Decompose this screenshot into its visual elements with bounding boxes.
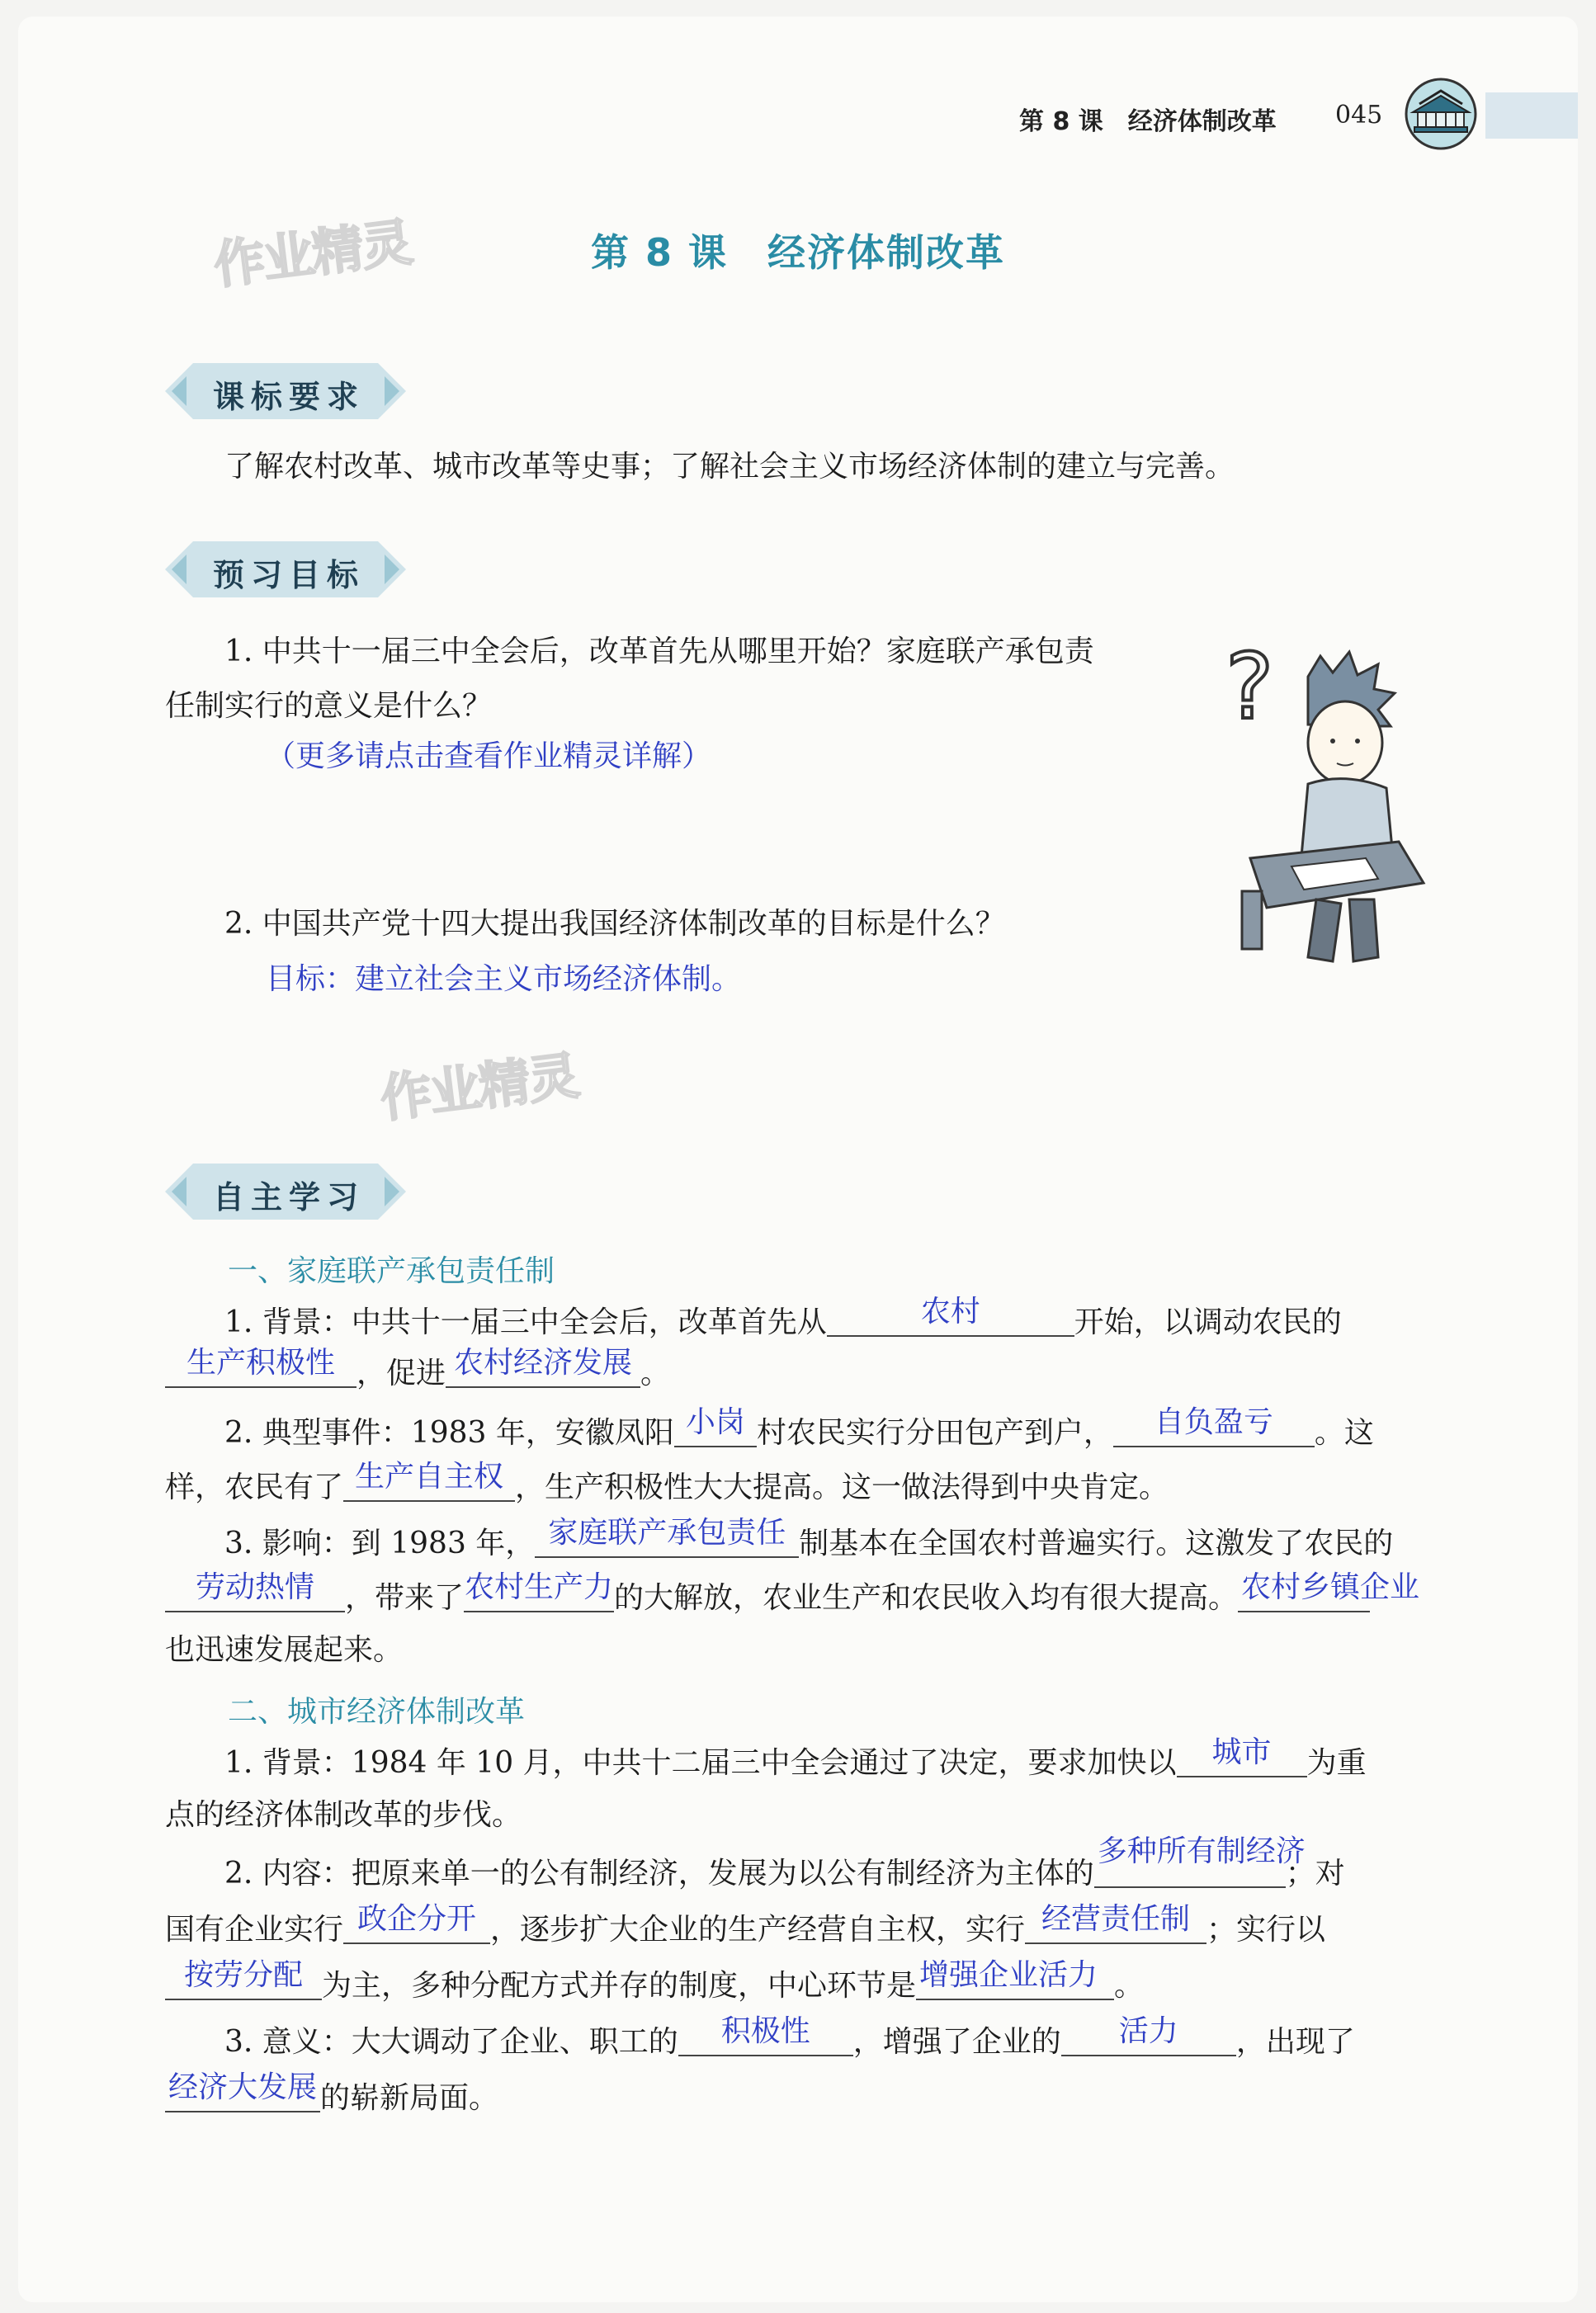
- answer-blank: [165, 2070, 320, 2112]
- handwritten-answer: 多种所有制经济: [1097, 1834, 1306, 1868]
- handwritten-answer: 农村生产力: [465, 1570, 614, 1604]
- preview-q2: 2. 中国共产党十四大提出我国经济体制改革的目标是什么？: [224, 907, 1005, 941]
- handwritten-answer: 家庭联产承包责任: [548, 1516, 786, 1550]
- part2-p1-line2: 点的经济体制改革的步伐。: [165, 1798, 522, 1832]
- answer-blank: [674, 1405, 757, 1447]
- answer-blank: [446, 1346, 640, 1388]
- handwritten-answer: 经营责任制: [1041, 1902, 1191, 1936]
- tag-label: 课标要求: [213, 379, 366, 415]
- handwritten-answer: 生产自主权: [355, 1460, 504, 1494]
- handwritten-answer: 积极性: [720, 2014, 810, 2048]
- part2-heading: 二、城市经济体制改革: [228, 1695, 526, 1729]
- handwritten-answer: 经济大发展: [168, 2070, 318, 2104]
- part1-p1-line2: [165, 1346, 671, 1392]
- handwritten-answer: 增强企业活力: [919, 1958, 1098, 1992]
- watermark: 作业精灵: [377, 1045, 582, 1130]
- part2-p1-line1: [224, 1735, 1367, 1782]
- running-header: [1019, 101, 1277, 137]
- text: 为主，多种分配方式并存的制度，中心环节是: [322, 1969, 917, 2003]
- part1-p2-line2: [165, 1460, 1169, 1506]
- standards-text: 了解农村改革、城市改革等史事；了解社会主义市场经济体制的建立与完善。: [224, 450, 1235, 484]
- handwritten-answer: 生产积极性: [186, 1346, 336, 1380]
- part1-p3-line3: 也迅速发展起来。: [165, 1633, 404, 1667]
- text: 3. 影响：到 1983 年，: [224, 1527, 536, 1560]
- title-lesson: 第 8 课: [590, 230, 729, 275]
- part1-heading: 一、家庭联产承包责任制: [228, 1254, 555, 1288]
- text: 。: [1114, 1969, 1145, 2003]
- part1-p2-line1: [224, 1405, 1374, 1452]
- text: ，带来了: [345, 1581, 465, 1615]
- answer-blank: [1025, 1902, 1206, 1944]
- answer-blank: [165, 1346, 357, 1388]
- answer-blank: [165, 1958, 322, 2000]
- answer-blank: [678, 2014, 853, 2056]
- part2-p2-line2: [165, 1902, 1326, 1948]
- handwritten-answer: 政企分开: [357, 1902, 477, 1936]
- answer-blank: [1177, 1735, 1307, 1777]
- text: 村农民实行分田包产到户，: [756, 1416, 1113, 1450]
- text: 1. 背景：1984 年 10 月，中共十二届三中全会通过了决定，要求加快以: [224, 1746, 1177, 1780]
- watermark: 作业精灵: [210, 211, 415, 296]
- text: 开始，以调动农民的: [1074, 1305, 1342, 1339]
- text: 样，农民有了: [165, 1470, 344, 1504]
- detail-link[interactable]: （更多请点击查看作业精灵详解）: [266, 739, 712, 773]
- title-name: 经济体制改革: [767, 230, 1006, 275]
- page-title: [0, 223, 1596, 277]
- text: ；实行以: [1206, 1913, 1326, 1947]
- text: ，逐步扩大企业的生产经营自主权，实行: [490, 1913, 1026, 1947]
- text: 3. 意义：大大调动了企业、职工的: [224, 2025, 678, 2059]
- handwritten-answer: 劳动热情: [195, 1570, 315, 1604]
- section-tag-self-study: [162, 1160, 409, 1223]
- thinking-boy-illustration: [1209, 627, 1457, 974]
- text: 为重: [1306, 1746, 1367, 1780]
- part2-p2-line1: [224, 1834, 1345, 1892]
- answer-blank: [535, 1516, 799, 1558]
- text: 2. 内容：把原来单一的公有制经济，发展为以公有制经济为主体的: [224, 1857, 1094, 1891]
- text: 的大解放，农业生产和农民收入均有很大提高。: [614, 1581, 1239, 1615]
- header-band: [1485, 92, 1578, 139]
- answer-blank: [343, 1460, 515, 1502]
- answer-blank: [1061, 2014, 1236, 2056]
- answer-blank: [464, 1570, 614, 1612]
- preview-q1-line2: 任制实行的意义是什么？: [165, 689, 493, 723]
- answer-blank: [916, 1958, 1114, 2000]
- text: ，增强了企业的: [852, 2025, 1061, 2059]
- text: 2. 典型事件：1983 年，安徽凤阳: [224, 1416, 674, 1450]
- section-tag-preview: [162, 538, 409, 601]
- page-number: 045: [1335, 101, 1383, 130]
- part1-p1-line1: [224, 1295, 1342, 1341]
- answer-blank: [343, 1902, 490, 1944]
- text: ，生产积极性大大提高。这一做法得到中央肯定。: [515, 1470, 1169, 1504]
- handwritten-answer: 城市: [1211, 1735, 1272, 1769]
- handwritten-answer: 小岗: [685, 1405, 745, 1439]
- part2-p3-line1: [224, 2014, 1355, 2060]
- answer-blank: [165, 1570, 345, 1612]
- text: 。: [640, 1357, 671, 1390]
- text: 的崭新局面。: [320, 2081, 499, 2115]
- answer-blank: [827, 1295, 1074, 1337]
- header-lesson: 第 8 课: [1019, 107, 1103, 136]
- building-icon: [1403, 76, 1479, 152]
- text: 。这: [1314, 1416, 1374, 1450]
- handwritten-answer: 按劳分配: [183, 1958, 304, 1992]
- handwritten-answer: 农村: [920, 1295, 980, 1329]
- part2-p2-line3: [165, 1958, 1145, 2004]
- preview-q2-answer: 目标：建立社会主义市场经济体制。: [266, 962, 742, 996]
- section-tag-standards: [162, 360, 409, 422]
- part2-p3-line2: [165, 2070, 499, 2117]
- part1-p3-line2: [165, 1570, 1420, 1617]
- answer-blank: [1238, 1570, 1420, 1612]
- tag-label: 自主学习: [213, 1179, 366, 1216]
- handwritten-answer: 农村乡镇企业: [1241, 1570, 1420, 1604]
- answer-blank: [1094, 1834, 1306, 1888]
- answer-blank: [1113, 1405, 1315, 1447]
- text: ，出现了: [1235, 2025, 1355, 2059]
- handwritten-answer: 活力: [1118, 2014, 1178, 2048]
- text: 1. 背景：中共十一届三中全会后，改革首先从: [224, 1305, 827, 1339]
- tag-label: 预习目标: [213, 557, 366, 593]
- text: 国有企业实行: [165, 1913, 344, 1947]
- text: ；对: [1285, 1857, 1345, 1891]
- svg-text:?: ?: [1225, 634, 1274, 739]
- handwritten-answer: 自负盈亏: [1154, 1405, 1273, 1439]
- preview-q1-line1: 1. 中共十一届三中全会后，改革首先从哪里开始？家庭联产承包责: [224, 635, 1094, 668]
- text: 制基本在全国农村普遍实行。这激发了农民的: [799, 1527, 1394, 1560]
- text: ，促进: [357, 1357, 446, 1390]
- header-lesson-title: 经济体制改革: [1127, 107, 1277, 136]
- handwritten-answer: 农村经济发展: [454, 1346, 633, 1380]
- part1-p3-line1: [224, 1516, 1394, 1562]
